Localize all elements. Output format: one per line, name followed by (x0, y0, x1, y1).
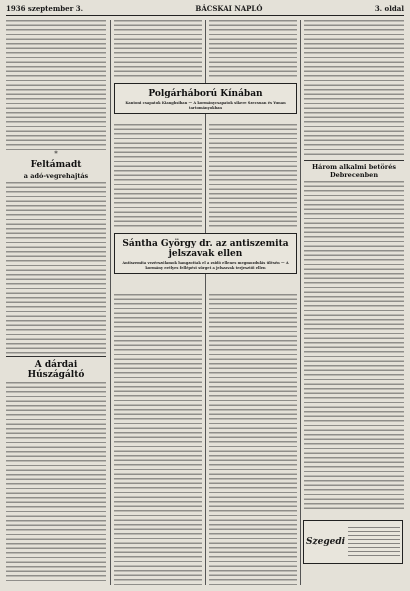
article-text (114, 124, 202, 228)
column-3-top (209, 20, 297, 78)
center-col-right (209, 124, 297, 228)
headline-box (114, 83, 297, 114)
article-text (114, 294, 202, 587)
article-text (6, 382, 106, 582)
article-text (304, 181, 404, 511)
article-headline: A dárdai Húszágáltó (27, 360, 85, 381)
center-article-1 (114, 80, 297, 120)
article-text (209, 20, 297, 78)
masthead (6, 3, 404, 16)
article-text (6, 20, 106, 150)
separator-star: * (54, 150, 58, 158)
issue-date: 1936 szeptember 3. (6, 4, 84, 13)
article-headline: Feltámadt (30, 159, 82, 170)
column-2-top (114, 20, 202, 78)
advertisement (303, 520, 403, 564)
article-text (114, 20, 202, 78)
page-number: 3. oldal (374, 4, 404, 13)
divider (6, 356, 106, 357)
article-lead: Antiszemita vezérszólamok hangzottak el a zsidó ellenes megmozdulás ülésén — A kormány erélyes fellépést sürget a jelszavak terjesztői ellen (122, 261, 289, 270)
column-rule (110, 20, 111, 585)
article-headline: Három alkalmi betörés Debrecenben (312, 163, 396, 179)
ad-text (348, 527, 400, 557)
article-text (304, 20, 404, 158)
article-headline: Polgárháború Kínában (148, 89, 263, 99)
headline-box (114, 233, 297, 274)
center-col-left-lower (114, 294, 202, 587)
center-article-2 (114, 230, 297, 290)
article-text (209, 124, 297, 228)
divider (304, 160, 404, 161)
article-lead: Kantoni csapatok Kianghsiban — A kormánycsapatok sikere Szecsuan és Yunan tartományokban (125, 101, 286, 110)
article-text (209, 294, 297, 587)
column-1 (6, 20, 106, 587)
newspaper-title: BÁCSKAI NAPLÓ (195, 4, 263, 13)
column-4 (304, 20, 404, 587)
article-headline: Sántha György dr. az antiszemita jelszavak ellen (122, 239, 289, 259)
article-text (6, 182, 106, 354)
center-col-left (114, 124, 202, 228)
column-rule (300, 20, 301, 585)
center-col-right-lower (209, 294, 297, 587)
article-subheadline: a adó-vegrehajtás (23, 171, 89, 180)
ad-title: Szegedi (306, 537, 346, 547)
